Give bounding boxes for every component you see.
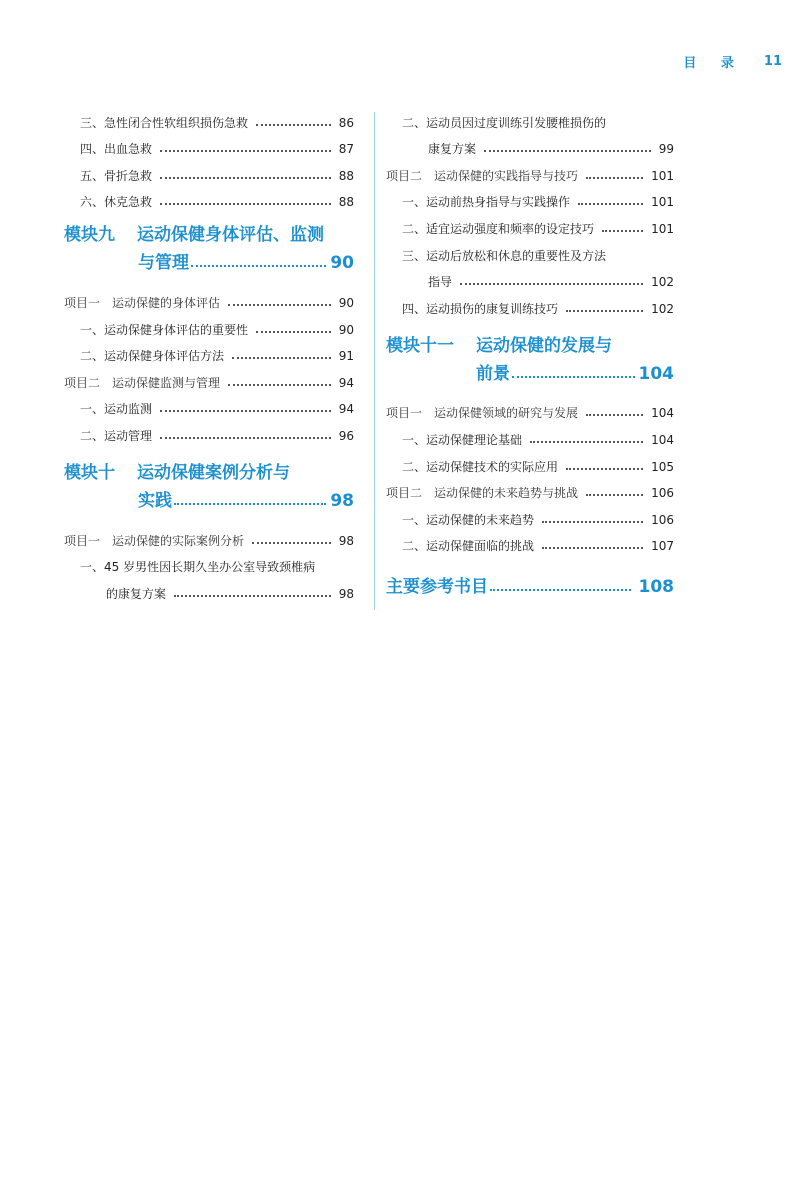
toc-entry-wrapped[interactable]: [386, 236, 674, 289]
entry-text: 一、运动保健的未来趋势: [402, 512, 535, 527]
entry-text: 二、运动保健面临的挑战: [402, 539, 535, 554]
entry-text: 五、骨折急救: [80, 168, 153, 183]
entry-text: 三、急性闭合性软组织损伤急救: [80, 115, 249, 130]
toc-entry[interactable]: [64, 390, 354, 417]
dot-leader: [174, 503, 326, 505]
module-title-line1: 运动保健身体评估、监测: [137, 225, 324, 246]
entry-page: 101: [651, 221, 674, 236]
entry-page: 94: [338, 402, 354, 417]
toc-entry[interactable]: [386, 289, 674, 316]
entry-page: 102: [651, 275, 674, 290]
module-9-items: [64, 283, 354, 443]
entry-page: 101: [651, 168, 674, 183]
module-10-heading[interactable]: [64, 457, 354, 511]
module-number: 模块九: [64, 225, 115, 246]
toc-entry[interactable]: [386, 527, 674, 554]
entry-text: 一、运动保健理论基础: [402, 432, 523, 447]
entry-text: 二、适宜运动强度和频率的设定技巧: [402, 221, 595, 236]
entry-text: 六、休克急救: [80, 195, 153, 210]
dot-leader: [160, 437, 331, 439]
toc-project-entry[interactable]: [64, 521, 354, 548]
dot-leader: [586, 414, 643, 416]
module-title-line1: 运动保健的发展与: [476, 335, 612, 356]
toc-entry[interactable]: [386, 209, 674, 236]
right-items-b: [386, 289, 674, 316]
dot-leader: [602, 230, 643, 232]
module-number: 模块十一: [386, 335, 454, 356]
entry-text: 一、运动监测: [80, 402, 153, 417]
header-title: 目 录: [683, 56, 744, 71]
entry-page: 105: [651, 459, 674, 474]
header-page-number: 11: [763, 54, 782, 69]
toc-project-entry[interactable]: [386, 474, 674, 501]
module-title-line2: 实践: [138, 490, 172, 511]
toc-entry[interactable]: [64, 416, 354, 443]
dot-leader: [490, 589, 631, 591]
toc-project-entry[interactable]: [64, 283, 354, 310]
dot-leader: [460, 283, 643, 285]
entry-page: 98: [338, 533, 354, 548]
entry-page: 94: [338, 375, 354, 390]
references-page: 108: [638, 577, 674, 598]
dot-leader: [228, 304, 331, 306]
dot-leader: [232, 357, 331, 359]
entry-text: 二、运动保健身体评估方法: [80, 349, 225, 364]
entry-page: 90: [338, 295, 354, 310]
dot-leader: [586, 177, 643, 179]
entry-text: 项目一 运动保健的实际案例分析: [64, 533, 245, 548]
toc-left-column: [64, 103, 354, 601]
entry-page: 99: [658, 142, 674, 157]
dot-leader: [484, 150, 651, 152]
entry-text: 项目一 运动保健领域的研究与发展: [386, 406, 579, 421]
toc-project-entry[interactable]: [386, 156, 674, 183]
entry-page: 88: [338, 195, 354, 210]
dot-leader: [566, 468, 643, 470]
entry-text: 二、运动管理: [80, 428, 153, 443]
running-head: [683, 52, 782, 71]
entry-text: 项目二 运动保健的未来趋势与挑战: [386, 486, 579, 501]
entry-text: 二、运动保健技术的实际应用: [402, 459, 559, 474]
dot-leader: [252, 542, 331, 544]
dot-leader: [586, 494, 643, 496]
entry-page: 104: [651, 406, 674, 421]
right-items-a: [386, 156, 674, 236]
module-title-line2: 前景: [476, 363, 510, 384]
dot-leader: [174, 595, 331, 597]
module-number: 模块十: [64, 462, 115, 483]
module-10-items: [64, 521, 354, 548]
module-page: 98: [330, 490, 354, 511]
dot-leader: [160, 203, 331, 205]
entry-text: 四、运动损伤的康复训练技巧: [402, 301, 559, 316]
toc-entry-wrapped[interactable]: [386, 103, 674, 156]
column-divider: [374, 112, 375, 610]
dot-leader: [566, 310, 643, 312]
entry-page: 102: [651, 301, 674, 316]
dot-leader: [160, 177, 331, 179]
toc-entry[interactable]: [64, 156, 354, 183]
dot-leader: [530, 441, 643, 443]
dot-leader: [542, 521, 643, 523]
entry-page: 87: [338, 142, 354, 157]
toc-project-entry[interactable]: [64, 363, 354, 390]
entry-page: 106: [651, 512, 674, 527]
entry-page: 101: [651, 195, 674, 210]
entry-page: 86: [338, 115, 354, 130]
entry-text-line2: 的康复方案: [106, 586, 167, 601]
toc-project-entry[interactable]: [386, 394, 674, 421]
dot-leader: [160, 410, 331, 412]
entry-text: 一、运动前热身指导与实践操作: [402, 195, 571, 210]
toc-entry[interactable]: [386, 447, 674, 474]
dot-leader: [542, 547, 643, 549]
entry-page: 106: [651, 486, 674, 501]
dot-leader: [160, 150, 331, 152]
references-entry[interactable]: [386, 569, 674, 597]
toc-entry[interactable]: [64, 103, 354, 130]
toc-entry[interactable]: [64, 310, 354, 337]
entry-text-line2: 指导: [428, 275, 453, 290]
toc-entry-wrapped[interactable]: [64, 548, 354, 601]
entry-text-line1: 二、运动员因过度训练引发腰椎损伤的: [402, 115, 607, 130]
toc-right-column: [386, 103, 674, 597]
entry-page: 104: [651, 432, 674, 447]
toc-entry[interactable]: [64, 337, 354, 364]
entry-text: 项目二 运动保健监测与管理: [64, 375, 221, 390]
dot-leader: [256, 124, 331, 126]
entry-page: 107: [651, 539, 674, 554]
left-top-items: [64, 103, 354, 209]
dot-leader: [256, 331, 331, 333]
entry-text-line1: 三、运动后放松和休息的重要性及方法: [402, 248, 607, 263]
references-title: 主要参考书目: [386, 577, 488, 598]
entry-text: 项目二 运动保健的实践指导与技巧: [386, 168, 579, 183]
toc-entry[interactable]: [64, 130, 354, 157]
dot-leader: [228, 384, 331, 386]
entry-page: 88: [338, 168, 354, 183]
entry-page: 90: [338, 322, 354, 337]
toc-entry[interactable]: [386, 500, 674, 527]
toc-entry[interactable]: [386, 183, 674, 210]
dot-leader: [512, 376, 635, 378]
dot-leader: [191, 265, 326, 267]
entry-page: 98: [338, 586, 354, 601]
toc-entry[interactable]: [386, 420, 674, 447]
dot-leader: [578, 203, 643, 205]
entry-text: 一、运动保健身体评估的重要性: [80, 322, 249, 337]
module-11-heading[interactable]: [386, 330, 674, 384]
entry-text-line1: 一、45 岁男性因长期久坐办公室导致颈椎病: [80, 560, 316, 575]
entry-text-line2: 康复方案: [428, 142, 477, 157]
entry-text: 四、出血急救: [80, 142, 153, 157]
entry-page: 96: [338, 428, 354, 443]
module-title-line1: 运动保健案例分析与: [137, 462, 290, 483]
module-9-heading[interactable]: [64, 219, 354, 273]
module-11-items: [386, 394, 674, 554]
module-page: 104: [638, 363, 674, 384]
toc-entry[interactable]: [64, 183, 354, 210]
module-page: 90: [330, 253, 354, 274]
module-title-line2: 与管理: [138, 253, 189, 274]
entry-page: 91: [338, 349, 354, 364]
entry-text: 项目一 运动保健的身体评估: [64, 295, 221, 310]
